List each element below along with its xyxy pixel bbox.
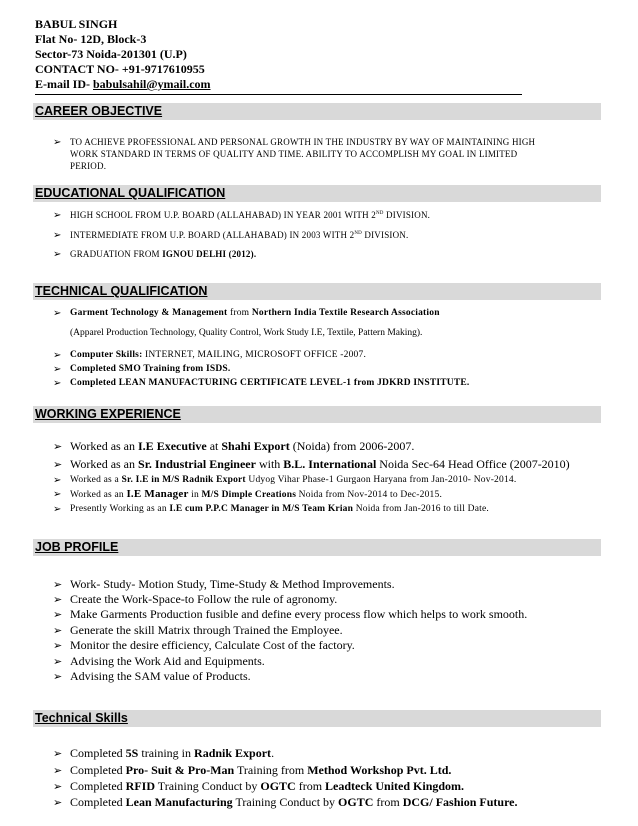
institute-name: Northern India Textile Research Association — [251, 308, 440, 318]
skill-text: Completed — [70, 779, 126, 793]
skill-name: 5S — [125, 746, 139, 760]
bullet-arrow-icon: ➢ — [53, 230, 62, 241]
section-heading: TECHNICAL QUALIFICATION — [35, 284, 208, 298]
career-line-3: PERIOD. — [70, 161, 107, 171]
skill-text: from — [373, 795, 403, 809]
section-heading: Technical Skills — [35, 711, 128, 725]
section-technical-qualification — [33, 283, 601, 300]
bullet-arrow-icon: ➢ — [53, 624, 63, 637]
exp-text: Noida Sec-64 Head Office (2007-2010) — [376, 457, 570, 471]
job-profile-text: Generate the skill Matrix through Trained the Employee. — [70, 623, 343, 637]
skill-org: Method Workshop Pvt. Ltd. — [307, 763, 452, 777]
section-working-experience — [33, 406, 601, 423]
edu-intermediate: INTERMEDIATE FROM U.P. BOARD (ALLAHABAD) IN 2003 WITH 2 — [70, 230, 355, 240]
job-profile-text: Create the Work-Space-to Follow the rule of agronomy. — [70, 592, 338, 606]
skill-text: Training Conduct by — [232, 795, 339, 809]
course-detail: (Apparel Production Technology, Quality Control, Work Study I.E, Textile, Pattern Making). — [70, 328, 423, 338]
exp-company: Shahi Export — [221, 439, 290, 453]
bullet-arrow-icon: ➢ — [53, 608, 63, 621]
skill-text: Completed — [70, 746, 126, 760]
bullet-arrow-icon: ➢ — [53, 504, 62, 515]
skill-org: Radnik Export — [194, 746, 272, 760]
edu-division: DIVISION. — [383, 210, 431, 220]
skill-org: OGTC — [260, 779, 296, 793]
bullet-arrow-icon: ➢ — [53, 780, 63, 793]
skill-name: Lean Manufacturing — [125, 795, 233, 809]
bullet-arrow-icon: ➢ — [53, 655, 63, 668]
edu-division: DIVISION. — [361, 230, 409, 240]
bullet-arrow-icon: ➢ — [53, 593, 63, 606]
course-name: Garment Technology & Management — [70, 308, 228, 318]
exp-text: Worked as an — [70, 457, 139, 471]
email-link[interactable]: babulsahil@ymail.com — [93, 77, 211, 91]
computer-skills-value: INTERNET, MAILING, MICROSOFT OFFICE -2007. — [142, 350, 367, 360]
bullet-arrow-icon: ➢ — [53, 489, 62, 500]
section-heading: JOB PROFILE — [35, 540, 119, 554]
exp-text: Worked as a — [70, 475, 122, 485]
exp-text: Noida from Jan-2016 to till Date. — [353, 504, 489, 514]
exp-text: in — [188, 490, 202, 500]
job-profile-text: Advising the SAM value of Products. — [70, 669, 251, 683]
bullet-arrow-icon: ➢ — [53, 475, 62, 486]
bullet-arrow-icon: ➢ — [53, 364, 62, 375]
bullet-arrow-icon: ➢ — [53, 308, 62, 319]
lean-certificate: Completed LEAN MANUFACTURING CERTIFICATE LEVEL-1 from JDKRD INSTITUTE. — [70, 378, 470, 388]
smo-training: Completed SMO Training from ISDS. — [70, 364, 231, 374]
exp-company: M/S Dimple Creations — [201, 490, 297, 500]
bullet-arrow-icon: ➢ — [53, 378, 62, 389]
exp-text: Udyog Vihar Phase-1 Gurgaon Haryana from Jan-2010- Nov-2014. — [245, 475, 517, 485]
bullet-arrow-icon: ➢ — [53, 764, 63, 777]
bullet-arrow-icon: ➢ — [53, 458, 63, 471]
section-heading: WORKING EXPERIENCE — [35, 407, 181, 421]
section-technical-skills — [33, 710, 601, 727]
job-profile-text: Make Garments Production fusible and define every process flow which helps to work smooth. — [70, 607, 528, 621]
superscript: ND — [354, 231, 362, 236]
exp-role: Sr. Industrial Engineer — [138, 457, 256, 471]
exp-company: B.L. International — [283, 457, 377, 471]
skill-org: DCG/ Fashion Future. — [402, 795, 518, 809]
email-row — [35, 77, 211, 92]
email-label: E-mail ID- — [35, 77, 93, 91]
section-career-objective — [33, 103, 601, 120]
course-from: from — [227, 308, 252, 318]
bullet-arrow-icon: ➢ — [53, 639, 63, 652]
skill-text: Completed — [70, 763, 126, 777]
bullet-arrow-icon: ➢ — [53, 578, 63, 591]
exp-text: Noida from Nov-2014 to Dec-2015. — [296, 490, 443, 500]
skill-name: Pro- Suit & Pro-Man — [125, 763, 235, 777]
contact-number: CONTACT NO- +91-9717610955 — [35, 62, 205, 76]
bullet-arrow-icon: ➢ — [53, 210, 62, 221]
skill-text: Training from — [234, 763, 308, 777]
career-line-2: WORK STANDARD IN TERMS OF QUALITY AND TIME. ABILITY TO ACCOMPLISH MY GOAL IN LIMITED — [70, 149, 518, 159]
job-profile-text: Monitor the desire efficiency, Calculate Cost of the factory. — [70, 638, 355, 652]
exp-text: Worked as an — [70, 439, 139, 453]
header-divider — [35, 94, 522, 95]
superscript: ND — [375, 211, 384, 216]
exp-text: with — [255, 457, 284, 471]
skill-org: OGTC — [338, 795, 374, 809]
skill-text: from — [295, 779, 326, 793]
exp-text: at — [206, 439, 222, 453]
exp-role: I.E Executive — [138, 439, 207, 453]
address-line-2: Sector-73 Noida-201301 (U.P) — [35, 47, 187, 61]
candidate-name: BABUL SINGH — [35, 17, 118, 31]
skill-text: Completed — [70, 795, 126, 809]
bullet-arrow-icon: ➢ — [53, 350, 62, 361]
section-job-profile — [33, 539, 601, 556]
exp-role: Sr. I.E in M/S Radnik Export — [121, 475, 246, 485]
skill-text: training in — [138, 746, 195, 760]
bullet-arrow-icon: ➢ — [53, 249, 62, 260]
computer-skills-label: Computer Skills: — [70, 350, 143, 360]
edu-graduation: GRADUATION FROM — [70, 249, 163, 259]
section-heading: EDUCATIONAL QUALIFICATION — [35, 186, 226, 200]
edu-university: IGNOU DELHI (2012). — [162, 249, 257, 259]
career-line-1: TO ACHIEVE PROFESSIONAL AND PERSONAL GROWTH IN THE INDUSTRY BY WAY OF MAINTAINING HIGH — [70, 137, 536, 147]
edu-high-school: HIGH SCHOOL FROM U.P. BOARD (ALLAHABAD) IN YEAR 2001 WITH 2 — [70, 210, 376, 220]
bullet-arrow-icon: ➢ — [53, 137, 62, 148]
exp-text: (Noida) from 2006-2007. — [289, 439, 415, 453]
skill-text: . — [271, 746, 275, 760]
job-profile-text: Work- Study- Motion Study, Time-Study & Method Improvements. — [70, 577, 395, 591]
exp-text: Worked as an — [70, 490, 127, 500]
address-line-1: Flat No- 12D, Block-3 — [35, 32, 147, 46]
section-education — [33, 185, 601, 202]
bullet-arrow-icon: ➢ — [53, 747, 63, 760]
skill-org: Leadteck United Kingdom. — [325, 779, 465, 793]
exp-text: Presently Working as an — [70, 504, 170, 514]
bullet-arrow-icon: ➢ — [53, 670, 63, 683]
skill-name: RFID — [125, 779, 156, 793]
section-heading: CAREER OBJECTIVE — [35, 104, 163, 118]
job-profile-text: Advising the Work Aid and Equipments. — [70, 654, 265, 668]
exp-role: I.E Manager — [126, 488, 189, 500]
exp-role: I.E cum P.P.C Manager in M/S Team Krian — [169, 504, 354, 514]
bullet-arrow-icon: ➢ — [53, 440, 63, 453]
skill-text: Training Conduct by — [155, 779, 261, 793]
bullet-arrow-icon: ➢ — [53, 796, 63, 809]
